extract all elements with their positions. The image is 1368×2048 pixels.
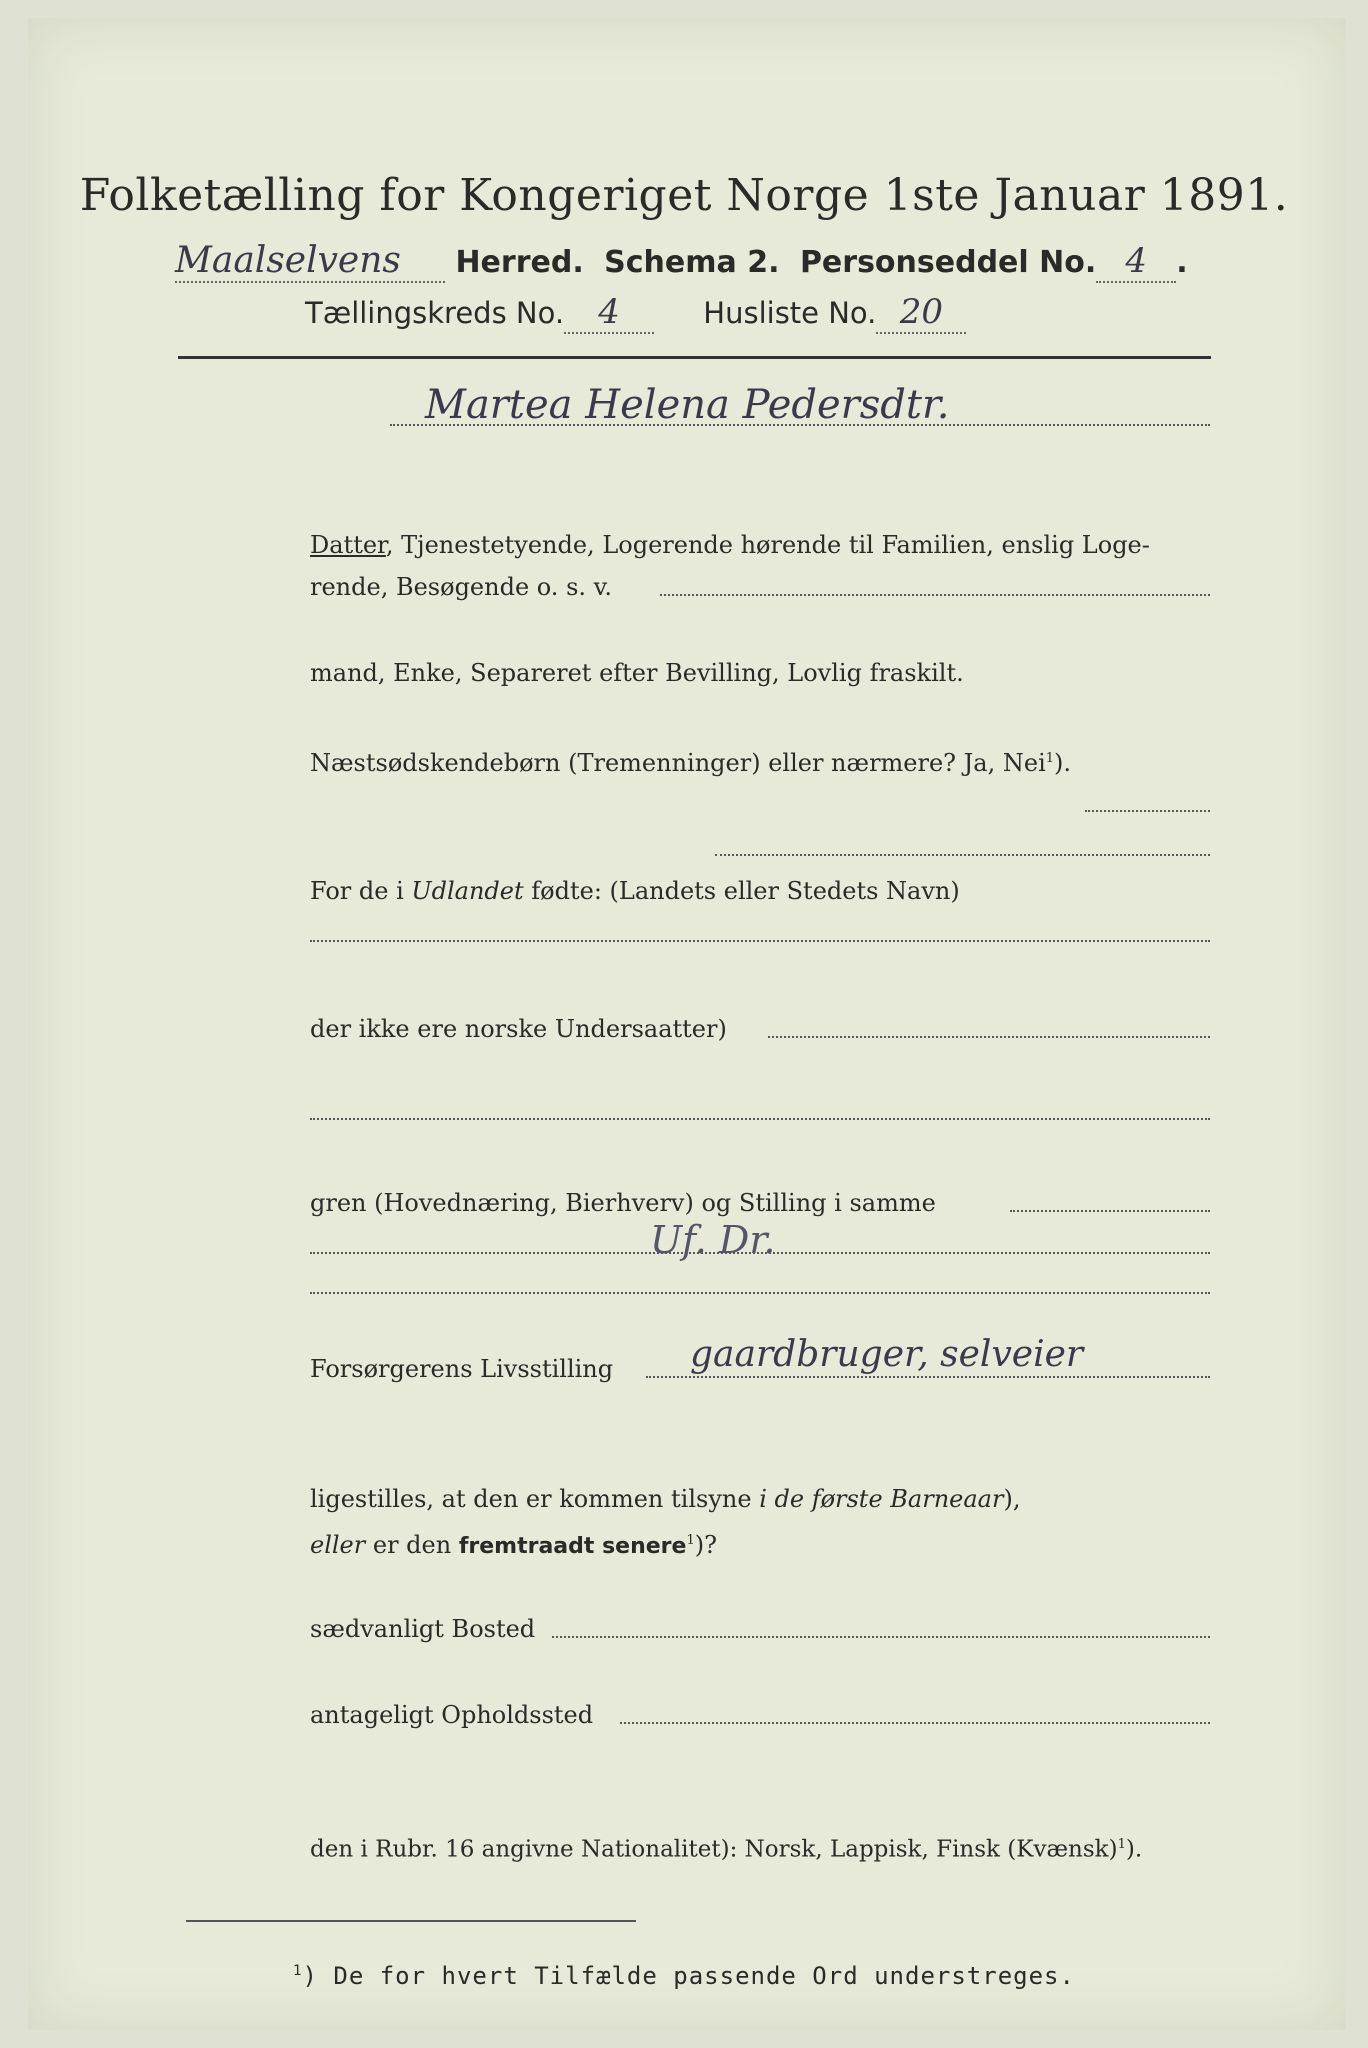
question-text: , Tjenestetyende, Logerende hørende til Familien, enslig Loge- — [385, 531, 1150, 559]
question-text: Udlandet — [411, 877, 524, 905]
question-text: mand, Enke, Separeret efter Bevilling, Lovlig fraskilt. — [310, 659, 964, 687]
answer-line — [620, 1722, 1210, 1724]
personseddel-label: Personseddel No. — [799, 245, 1097, 280]
footnote-marker: 1 — [686, 1533, 695, 1548]
taellingskreds-number: 4 — [564, 292, 654, 334]
question-text: der ikke ere norske Undersaatter) — [310, 1015, 727, 1043]
question-3-line-3 — [310, 570, 1216, 604]
answer-line — [660, 594, 1210, 596]
question-text: i de første Barneaar — [759, 1485, 1004, 1513]
header-herred-line: Maalselvens Herred. Schema 2. Personseddel No. 4 . — [175, 240, 1188, 281]
selected-option: Datter — [310, 531, 386, 559]
question-4-line-2 — [310, 656, 1216, 690]
answer-line — [310, 940, 1210, 942]
header-kreds-line — [305, 292, 1205, 342]
question-text: Næstsødskendebørn (Tremenninger) eller nærmere? Ja, Nei — [310, 749, 1046, 777]
question-text: gren (Hovednæring, Bierhverv) og Stilling i samme — [310, 1189, 936, 1217]
occupation-handwritten: Uf. Dr. — [650, 1218, 776, 1262]
question-label: fremtraadt senere — [458, 1534, 687, 1559]
question-7-line-2 — [310, 874, 1216, 908]
question-14-line-2 — [310, 1612, 1216, 1646]
footnote-marker: 1 — [1117, 1837, 1126, 1852]
question-text: antageligt Opholdssted — [310, 1701, 594, 1729]
question-text: ). — [1054, 749, 1072, 777]
header-rule — [178, 356, 1211, 359]
answer-line — [1010, 1210, 1210, 1212]
answer-line — [715, 854, 1210, 856]
question-13-line-3 — [310, 1524, 1216, 1564]
taellingskreds-label: Tællingskreds No. — [305, 296, 565, 330]
question-text: )? — [694, 1531, 717, 1559]
question-text: sædvanligt Bosted — [310, 1615, 536, 1643]
husliste-number: 20 — [876, 292, 966, 334]
question-text: ), — [1003, 1485, 1021, 1513]
husliste-label: Husliste No. — [703, 296, 877, 330]
herred-name-handwritten: Maalselvens — [175, 240, 445, 283]
footnote-text: ) De for hvert Tilfælde passende Ord understreges. — [302, 1962, 1075, 1990]
question-text: Forsørgerens Livsstilling — [310, 1355, 614, 1383]
question-text: fødte: (Landets eller Stedets Navn) — [523, 877, 960, 905]
footnote-rule — [186, 1920, 636, 1922]
question-text: eller — [310, 1531, 366, 1559]
answer-line — [310, 1118, 1210, 1120]
question-3-line-2 — [310, 528, 1216, 562]
question-17-line-2 — [310, 1828, 1216, 1867]
question-8-line-2 — [310, 1012, 1216, 1046]
answer-line — [310, 1292, 1210, 1294]
answer-line — [552, 1636, 1210, 1638]
answer-line — [646, 1376, 1210, 1378]
question-text: For de i — [310, 877, 412, 905]
question-text: rende, Besøgende o. s. v. — [310, 573, 612, 601]
answer-line — [1085, 810, 1210, 812]
full-name-handwritten: Martea Helena Pedersdtr. — [425, 382, 950, 428]
herred-label: Herred. — [455, 245, 584, 280]
footnote-marker: 1 — [293, 1963, 303, 1979]
question-text: ligestilles, at den er kommen tilsyne — [310, 1485, 760, 1513]
provider-occupation-handwritten: gaardbruger, selveier — [690, 1334, 1084, 1375]
question-15-line-2 — [310, 1698, 1216, 1732]
footnote-marker: 1 — [1045, 751, 1055, 766]
answer-line — [768, 1036, 1210, 1038]
question-13-line-2 — [310, 1482, 1216, 1516]
question-10-line-2 — [310, 1186, 1216, 1220]
schema-label: Schema 2. — [604, 245, 780, 280]
question-text: ). — [1125, 1836, 1143, 1863]
personseddel-number: 4 — [1096, 241, 1176, 283]
question-text: er den — [365, 1531, 459, 1559]
footnote — [0, 1962, 1368, 1990]
question-text: den i Rubr. 16 angivne Nationalitet): Norsk, Lappisk, Finsk (Kvænsk) — [310, 1836, 1118, 1863]
question-5-line-2 — [310, 742, 1216, 780]
form-title: Folketælling for Kongeriget Norge 1ste Januar 1891. — [79, 170, 1289, 221]
